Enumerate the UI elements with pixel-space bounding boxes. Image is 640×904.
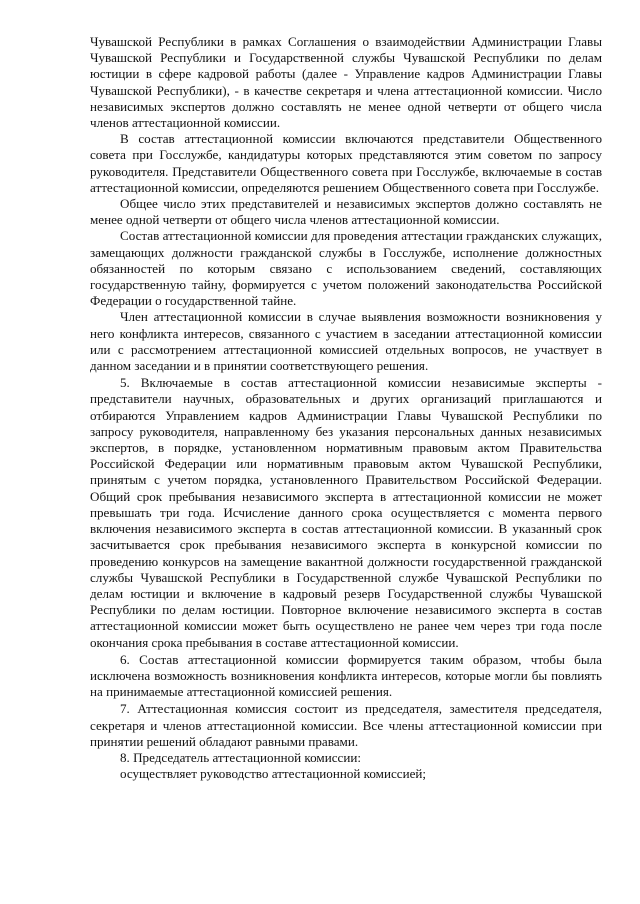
paragraph-item-6-composition: 6. Состав аттестационной комиссии формируется таким образом, чтобы была исключена возможность возникновения конфликта интересов, которые могли бы повлиять на принимаемые аттестационной комиссией решения. [90,651,602,700]
paragraph-public-council-representatives: В состав аттестационной комиссии включаются представители Общественного совета при Госслужбе, кандидатуры которых представляются этим советом по запросу руководителя. Представители Общественного совета при Госслужбе, включаемые в состав аттестационной комиссии, определяются решением Общественного совета при Госслужбе. [90,131,602,195]
paragraph-representatives-quota: Общее число этих представителей и независимых экспертов должно составлять не менее одной четверти от общего числа членов аттестационной комиссии. [90,196,602,228]
paragraph-item-5-independent-experts: 5. Включаемые в состав аттестационной комиссии независимые эксперты - представители научных, образовательных и других организаций приглашаются и отбираются Управлением кадров Администрации Главы Чувашской Республики по запросу руководителя, направленному без указания персональных данных независимых экспертов, в порядке, установленном нормативным правовым актом Правительства Российской Федерации или нормативным правовым актом Чувашской Республики, принятым с учетом порядка, установленного Правительством Российской Федерации. Общий срок пребывания независимого эксперта в аттестационной комиссии не может превышать три года. Исчисление данного срока осуществляется с момента первого включения независимого эксперта в состав аттестационной комиссии. В указанный срок засчитывается срок пребывания независимого эксперта в конкурсной комиссии по проведению конкурсов на замещение вакантной должности государственной гражданской службы Чувашской Республики в Государственной службе Чувашской Республики по делам юстиции и включение в кадровый резерв Государственной службы Чувашской Республики по делам юстиции. Повторное включение независимого эксперта в состав аттестационной комиссии может быть осуществлено не ранее чем через три года после окончания срока пребывания в составе аттестационной комиссии. [90,375,602,650]
paragraph-item-8-chairman: 8. Председатель аттестационной комиссии: [120,749,361,765]
paragraph-chairman-duty-1: осуществляет руководство аттестационной комиссией; [120,766,427,782]
paragraph-continuation-secretary: Чувашской Республики в рамках Соглашения о взаимодействии Администрации Главы Чувашской Республики и Государственной службы Чувашской Республики по делам юстиции в сфере кадровой работы (далее - Управление кадров Администрации Главы Чувашской Республики), - в качестве секретаря и члена аттестационной комиссии. Число независимых экспертов должно составлять не менее одной четверти от общего числа членов аттестационной комиссии. [90,34,602,131]
paragraph-state-secret-composition: Состав аттестационной комиссии для проведения аттестации гражданских служащих, замещающих должности гражданской службы в Госслужбе, исполнение должностных обязанностей по которым связано с использованием сведений, составляющих государственную тайну, формируется с учетом положений законодательства Российской Федерации о государственной тайне. [90,228,602,309]
paragraph-item-7-structure: 7. Аттестационная комиссия состоит из председателя, заместителя председателя, секретаря и членов аттестационной комиссии. Все члены аттестационной комиссии при принятии решений обладают равными правами. [90,701,602,749]
paragraph-conflict-of-interest-member: Член аттестационной комиссии в случае выявления возможности возникновения у него конфликта интересов, связанного с участием в заседании аттестационной комиссии или с рассмотрением аттестационной комиссией отдельных вопросов, не участвует в данном заседании и в принятии соответствующего решения. [90,309,602,374]
